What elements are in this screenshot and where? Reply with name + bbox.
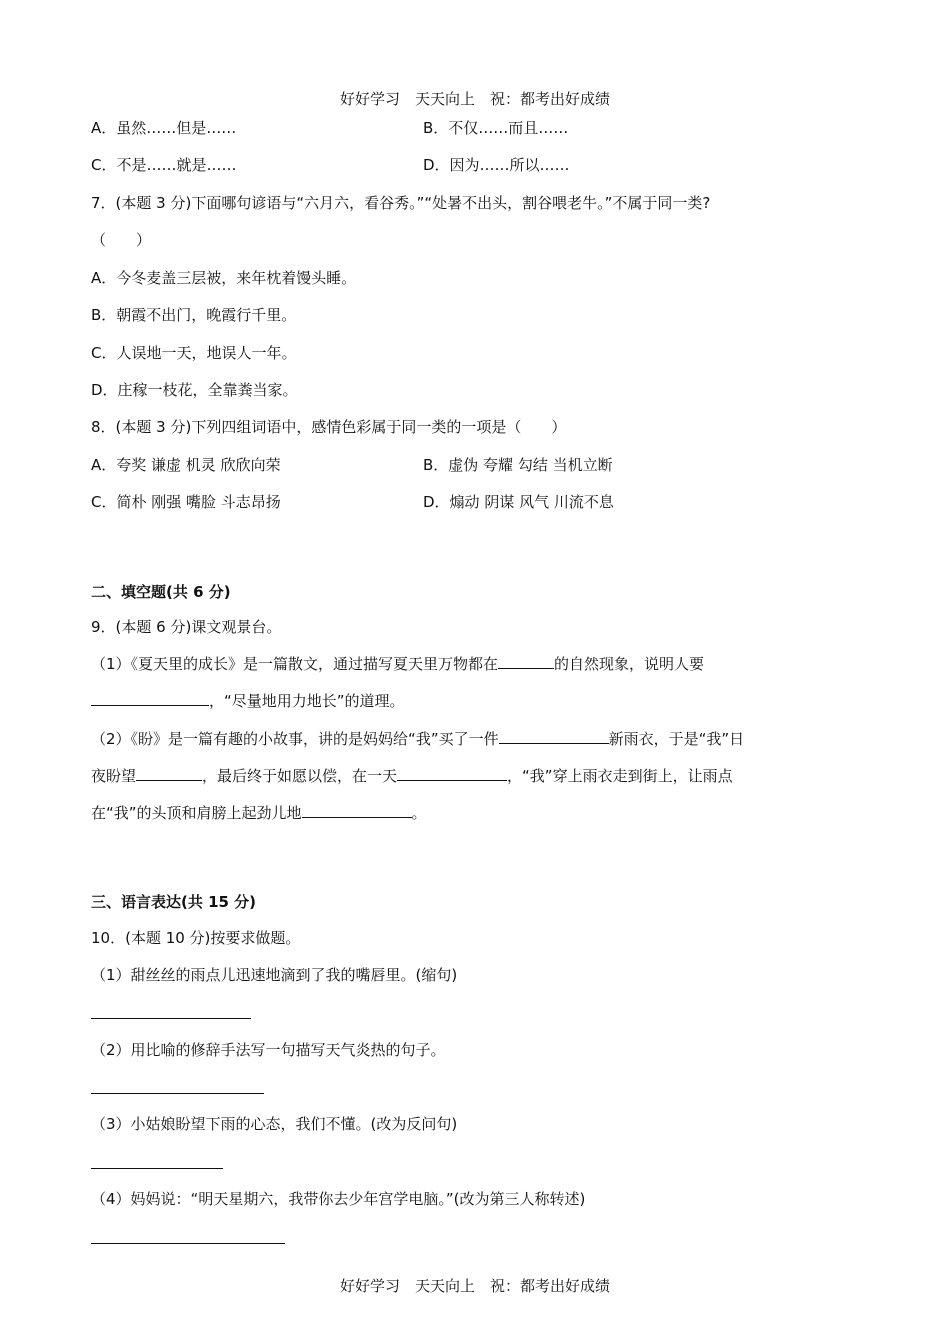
- q9-part2-text-f: 在“我”的头顶和肩膀上起劲儿地: [91, 804, 302, 822]
- q9-part1-line1: [91, 654, 704, 674]
- q9-part2-text-d: ，最后终于如愿以偿，在一天: [202, 767, 398, 785]
- q9-part1-text-b: 的自然现象，说明人要: [554, 655, 705, 673]
- q9-part2-text-c: 夜盼望: [91, 767, 137, 785]
- page-header: 好好学习 天天向上 祝：都考出好成绩: [339, 90, 610, 108]
- answer-line[interactable]: [91, 1243, 285, 1244]
- answer-line[interactable]: [91, 1168, 223, 1169]
- q7-option-c: C．人误地一天，地误人一年。: [91, 344, 297, 362]
- q6-option-b: B．不仅……而且……: [423, 119, 569, 137]
- page-footer: 好好学习 天天向上 祝：都考出好成绩: [339, 1277, 610, 1295]
- q10-sub1: （1）甜丝丝的雨点儿迅速地滴到了我的嘴唇里。(缩句): [91, 966, 458, 984]
- q6-option-d: D．因为……所以……: [423, 156, 570, 174]
- answer-line[interactable]: [91, 1018, 251, 1019]
- q8-stem: 8．(本题 3 分)下列四组词语中，感情色彩属于同一类的一项是（ ）: [91, 418, 567, 436]
- q9-part1-text-a: （1）《夏天里的成长》是一篇散文，通过描写夏天里万物都在: [91, 655, 499, 673]
- q9-part1-text-c: ，“尽量地用力地长”的道理。: [209, 692, 405, 710]
- q7-option-b: B．朝霞不出门，晚霞行千里。: [91, 306, 297, 324]
- q9-part2-text-g: 。: [411, 804, 427, 822]
- answer-blank[interactable]: [397, 766, 507, 781]
- answer-line[interactable]: [91, 1093, 264, 1094]
- q10-sub4: （4）妈妈说：“明天星期六，我带你去少年宫学电脑。”(改为第三人称转述): [91, 1190, 586, 1208]
- answer-blank[interactable]: [91, 691, 209, 706]
- q9-part2-line3: [91, 803, 427, 823]
- q8-option-b: B．虚伪 夸耀 勾结 当机立断: [423, 456, 613, 474]
- section2-title: 二、填空题(共 6 分): [91, 583, 231, 601]
- q8-option-d: D．煽动 阴谋 风气 川流不息: [423, 493, 614, 511]
- q6-option-c: C．不是……就是……: [91, 156, 237, 174]
- answer-blank[interactable]: [499, 729, 609, 744]
- q9-stem: 9．(本题 6 分)课文观景台。: [91, 618, 282, 636]
- q8-option-c: C．简朴 刚强 嘴脸 斗志昂扬: [91, 493, 281, 511]
- q7-option-d: D．庄稼一枝花，全靠粪当家。: [91, 381, 298, 399]
- q10-stem: 10．(本题 10 分)按要求做题。: [91, 929, 301, 947]
- q9-part2-line2: [91, 766, 733, 786]
- q10-sub2: （2）用比喻的修辞手法写一句描写天气炎热的句子。: [91, 1041, 446, 1059]
- q7-option-a: A．今冬麦盖三层被，来年枕着馒头睡。: [91, 269, 357, 287]
- q8-option-a: A．夸奖 谦虚 机灵 欣欣向荣: [91, 456, 281, 474]
- q9-part1-line2: [91, 691, 405, 711]
- q7-paren: （ ）: [91, 231, 152, 249]
- section3-title: 三、语言表达(共 15 分): [91, 893, 257, 911]
- answer-blank[interactable]: [302, 803, 412, 818]
- q9-part2-text-e: ，“我”穿上雨衣走到街上，让雨点: [507, 767, 733, 785]
- q6-option-a: A．虽然……但是……: [91, 119, 237, 137]
- q7-stem: 7．(本题 3 分)下面哪句谚语与“六月六，看谷秀。”“处暑不出头，割谷喂老牛。”不属于同一类?: [91, 194, 711, 212]
- q10-sub3: （3）小姑娘盼望下雨的心态，我们不懂。(改为反问句): [91, 1115, 458, 1133]
- q9-part2-text-b: 新雨衣，于是“我”日: [608, 730, 745, 748]
- answer-blank[interactable]: [498, 654, 554, 669]
- q9-part2-line1: [91, 729, 744, 749]
- q9-part2-text-a: （2）《盼》是一篇有趣的小故事，讲的是妈妈给“我”买了一件: [91, 730, 499, 748]
- answer-blank[interactable]: [136, 766, 202, 781]
